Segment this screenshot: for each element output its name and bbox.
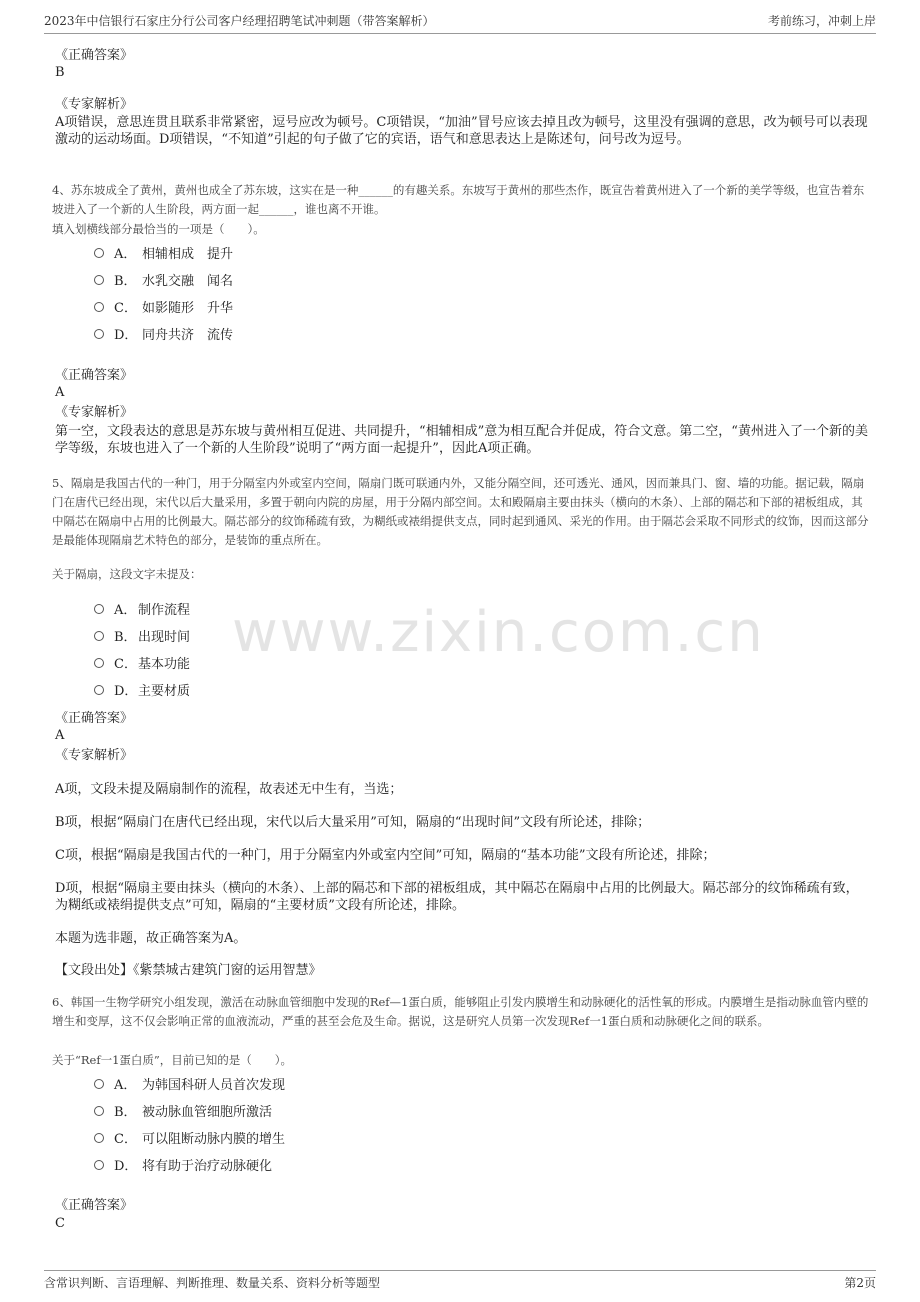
q5-answer: A [55, 728, 65, 743]
radio-icon[interactable] [94, 1106, 104, 1116]
header-slogan: 考前练习，冲刺上岸 [767, 14, 876, 28]
q6-option-c[interactable]: C． 可以阻断动脉内膜的增生 [94, 1128, 285, 1147]
q3-answer-label: 《正确答案》 [55, 48, 134, 63]
radio-icon[interactable] [94, 604, 104, 614]
q5-stem: 5、隔扇是我国古代的一种门，用于分隔室内外或室内空间，隔扇门既可联通内外，又能分隔空间，还可透光、通风，因而兼具门、窗、墙的功能。据记载，隔扇门在唐代已经出现，宋代以后大量采用，多置于朝向内院的房屋，用于分隔内部空间。太和殿隔扇主要由抹头（横向的木条）、上部的隔芯和下部的裙板组成，其中隔芯在隔扇中占用的比例最大。隔芯部分的纹饰稀疏有致，为糊纸或裱绢提供支点，同时起到通风、采光的作用。由于隔芯会采取不同形式的纹饰，因而这部分是最能体现隔扇艺术特色的部分，是装饰的重点所在。 [52, 476, 869, 547]
q5-analysis-c: C项，根据“隔扇是我国古代的一种门，用于分隔室内外或室内空间”可知，隔扇的“基本功能”文段有所论述，排除； [55, 848, 716, 863]
q4-stem: 4、苏东坡成全了黄州，黄州也成全了苏东坡，这实在是一种______的有趣关系。东坡写于黄州的那些杰作，既宣告着黄州进入了一个新的美学等级，也宣告着东坡进入了一个新的人生阶段，两方面一起______，谁也离不开谁。 [52, 183, 865, 216]
radio-icon[interactable] [94, 1133, 104, 1143]
q3-answer: B [55, 65, 65, 80]
q4-option-a[interactable]: A． 相辅相成 提升 [94, 243, 233, 262]
radio-icon[interactable] [94, 685, 104, 695]
footer-topics: 含常识判断、言语理解、判断推理、数量关系、资料分析等题型 [44, 1276, 381, 1290]
q6-option-a[interactable]: A． 为韩国科研人员首次发现 [94, 1074, 285, 1093]
q3-analysis: A项错误，意思连贯且联系非常紧密，逗号应改为顿号。C项错误，“加油”冒号应该去掉且改为顿号，这里没有强调的意思，改为顿号可以表现激动的运动场面。D项错误，“不知道”引起的句子做了它的宾语，语气和意思表达上是陈述句，问号改为逗号。 [55, 115, 868, 147]
page-number: 第2页 [844, 1276, 876, 1290]
q6-stem: 6、韩国一生物学研究小组发现，激活在动脉血管细胞中发现的Ref—1蛋白质，能够阻止引发内膜增生和动脉硬化的活性氧的形成。内膜增生是指动脉血管内壁的增生和变厚，这不仅会影响正常的血液流动，严重的甚至会危及生命。据说，这是研究人员第一次发现Ref一1蛋白质和动脉硬化之间的联系。 [52, 995, 869, 1028]
q4-option-b[interactable]: B． 水乳交融 闻名 [94, 270, 233, 289]
radio-icon[interactable] [94, 329, 104, 339]
radio-icon[interactable] [94, 631, 104, 641]
q5-option-c[interactable]: C． 基本功能 [94, 653, 190, 672]
radio-icon[interactable] [94, 658, 104, 668]
q4-option-c[interactable]: C． 如影随形 升华 [94, 297, 233, 316]
q4-answer-label: 《正确答案》 [55, 368, 134, 383]
radio-icon[interactable] [94, 302, 104, 312]
q5-conclusion: 本题为选非题，故正确答案为A。 [55, 931, 247, 946]
radio-icon[interactable] [94, 1160, 104, 1170]
q6-prompt: 关于“Ref一1蛋白质”，目前已知的是（ ）。 [52, 1053, 293, 1067]
q5-analysis-d: D项，根据“隔扇主要由抹头（横向的木条）、上部的隔芯和下部的裙板组成，其中隔芯在隔扇中占用的比例最大。隔芯部分的纹饰稀疏有致，为糊纸或裱绢提供支点”可知，隔扇的“主要材质”文段有所论述，排除。 [55, 881, 859, 913]
q6-answer: C [55, 1216, 65, 1231]
page-footer [44, 1270, 876, 1291]
q6-option-d[interactable]: D． 将有助于治疗动脉硬化 [94, 1155, 272, 1174]
radio-icon[interactable] [94, 248, 104, 258]
q6-option-b[interactable]: B． 被动脉血管细胞所激活 [94, 1101, 272, 1120]
radio-icon[interactable] [94, 275, 104, 285]
q5-analysis-a: A项，文段未提及隔扇制作的流程，故表述无中生有，当选； [55, 782, 403, 797]
q5-option-d[interactable]: D． 主要材质 [94, 680, 190, 699]
page-header [44, 12, 876, 34]
q5-answer-label: 《正确答案》 [55, 711, 134, 726]
q3-analysis-label: 《专家解析》 [55, 97, 134, 112]
header-title: 2023年中信银行石家庄分行公司客户经理招聘笔试冲刺题（带答案解析） [44, 14, 435, 28]
q6-answer-label: 《正确答案》 [55, 1198, 134, 1213]
radio-icon[interactable] [94, 1079, 104, 1089]
q4-option-d[interactable]: D． 同舟共济 流传 [94, 324, 233, 343]
watermark: www.zixin.com.cn [232, 600, 765, 665]
q5-analysis-b: B项，根据“隔扇门在唐代已经出现，宋代以后大量采用”可知，隔扇的“出现时间”文段有所论述，排除； [55, 815, 651, 830]
q4-analysis: 第一空，文段表达的意思是苏东坡与黄州相互促进、共同提升，“相辅相成”意为相互配合并促成，符合文意。第二空，“黄州进入了一个新的美学等级，东坡也进入了一个新的人生阶段”说明了“两方面一起提升”，因此A项正确。 [55, 424, 868, 456]
q5-option-a[interactable]: A． 制作流程 [94, 599, 190, 618]
q4-analysis-label: 《专家解析》 [55, 405, 134, 420]
q4-prompt: 填入划横线部分最恰当的一项是（ ）。 [52, 222, 265, 236]
q5-prompt: 关于隔扇，这段文字未提及： [52, 567, 202, 581]
q5-source: 【文段出处】《紫禁城古建筑门窗的运用智慧》 [55, 963, 322, 978]
q5-analysis-label: 《专家解析》 [55, 748, 134, 763]
q4-answer: A [55, 385, 65, 400]
q5-option-b[interactable]: B． 出现时间 [94, 626, 190, 645]
